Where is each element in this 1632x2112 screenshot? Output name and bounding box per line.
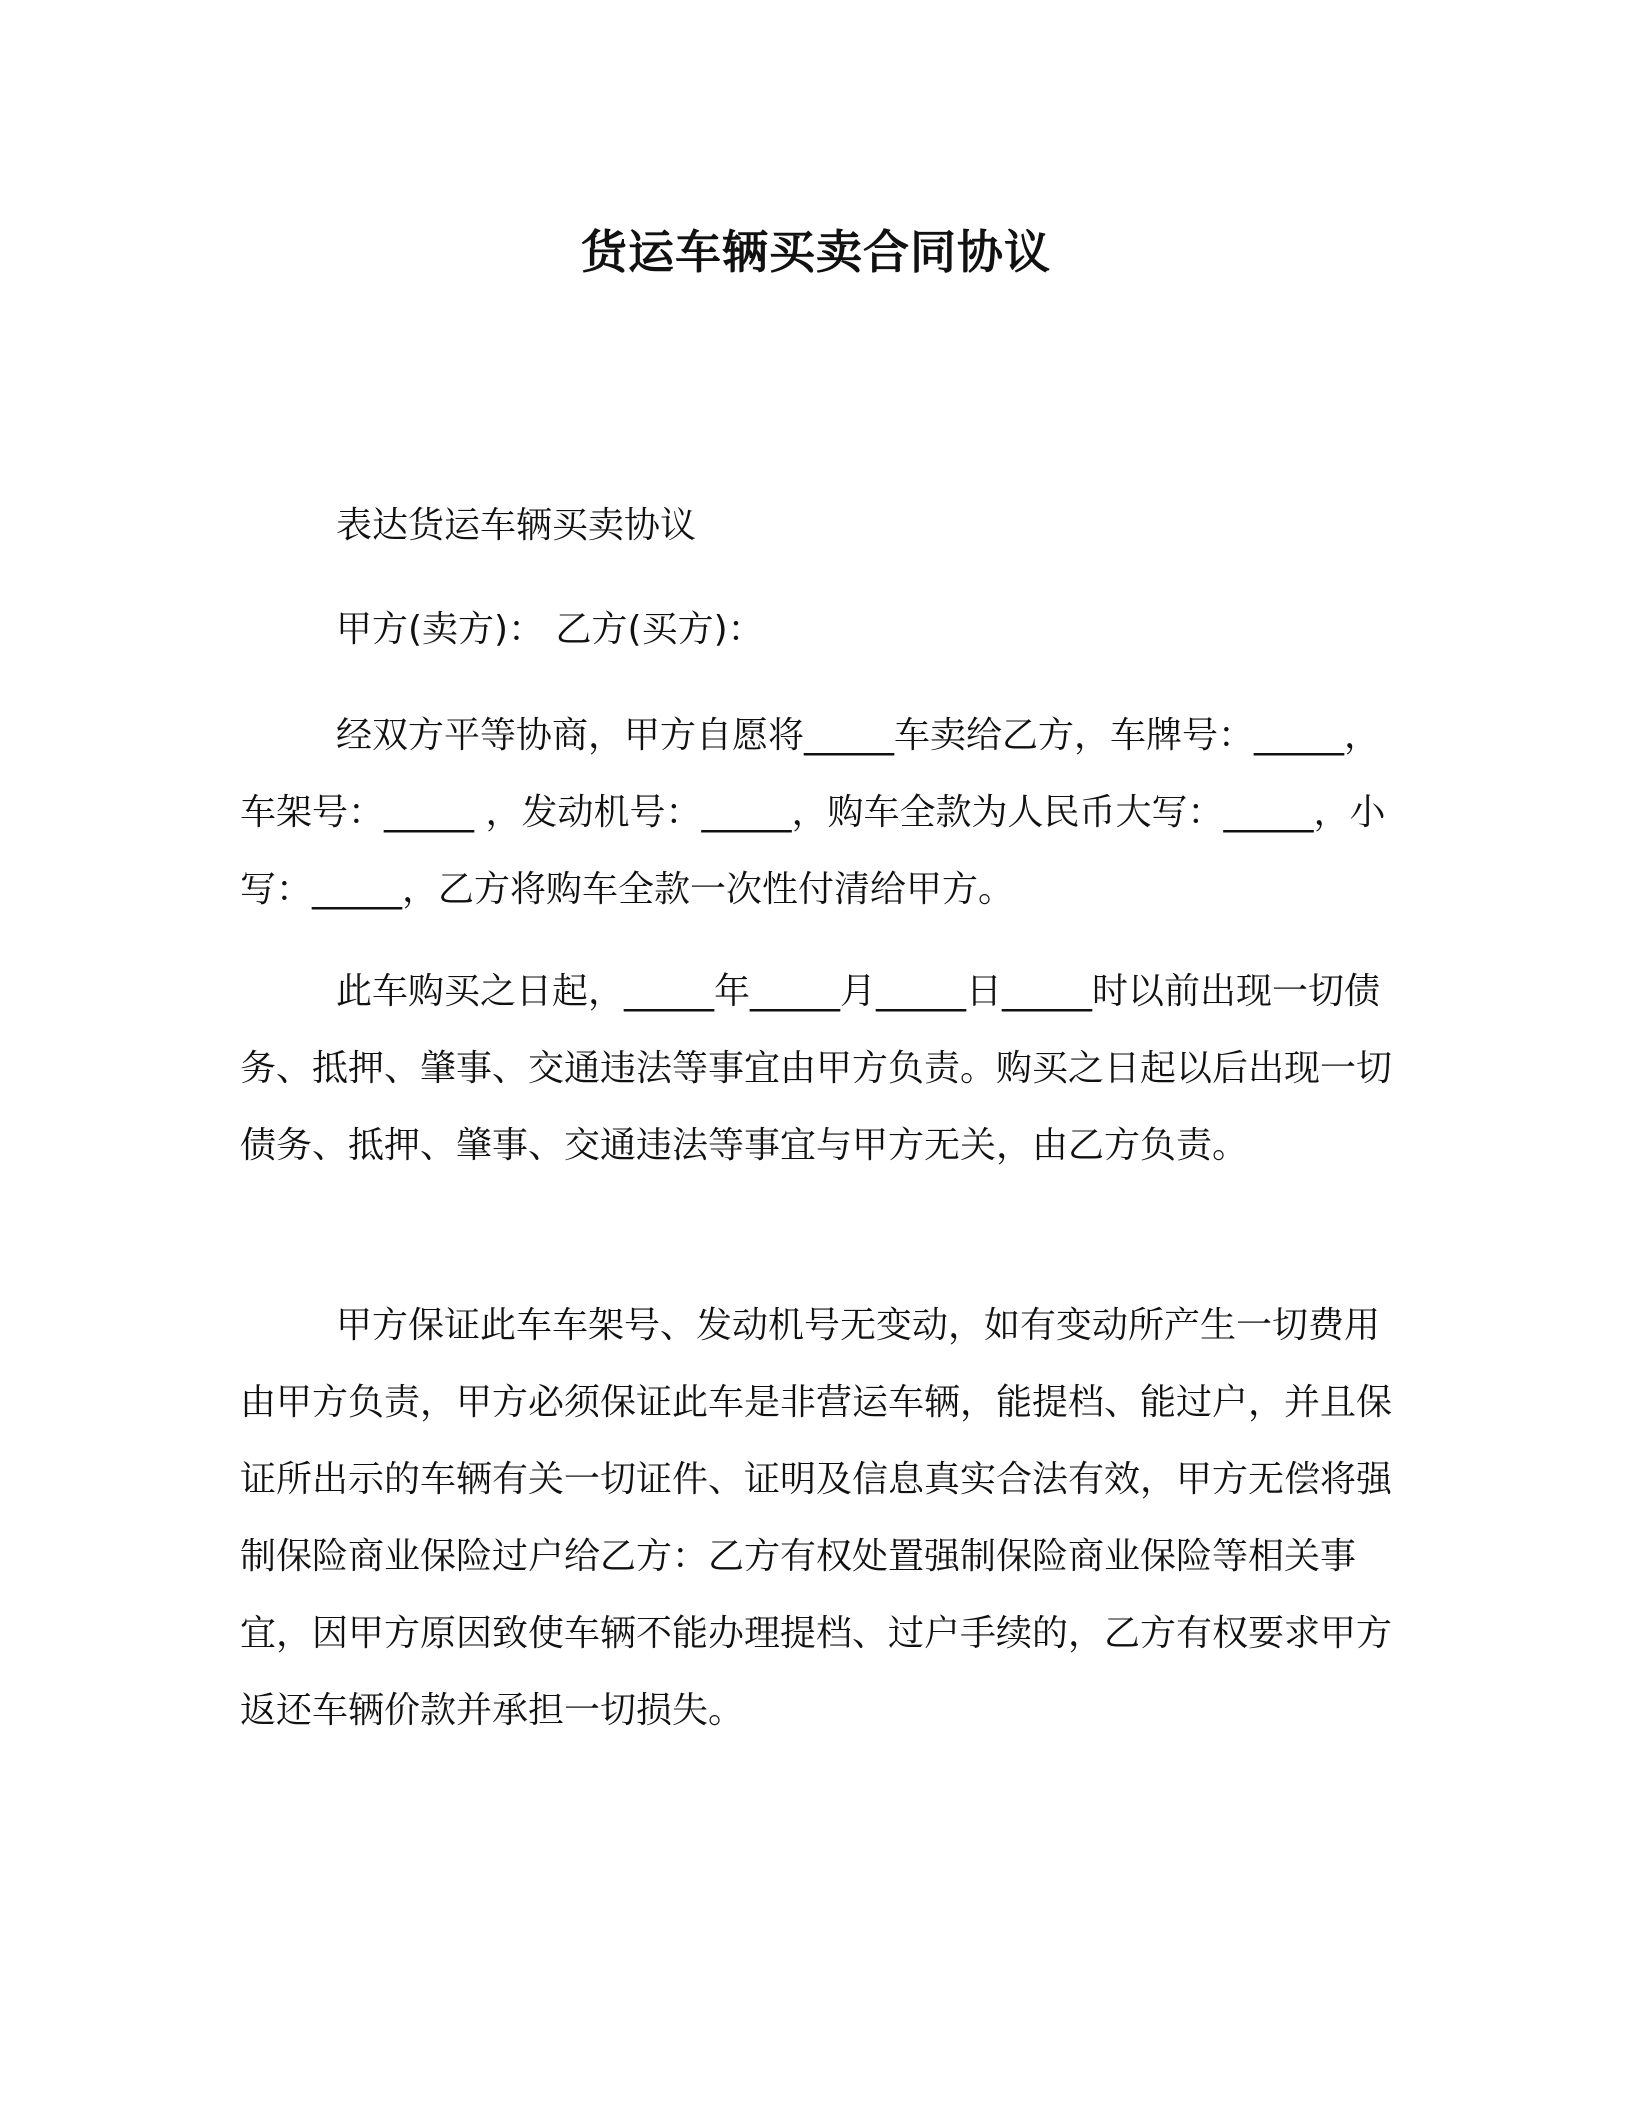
document-subtitle: 表达货运车辆买卖协议 xyxy=(336,505,697,546)
document-title: 货运车辆买卖合同协议 xyxy=(581,225,1051,279)
parties-line: 甲方(卖方)： 乙方(买方)： xyxy=(336,609,764,650)
clause-paragraph-1: 经双方平等协商，甲方自愿将_____车卖给乙方，车牌号：_____， 车架号：_____ ，发动机号：_____，购车全款为人民币大写：_____，小写：_____，乙方将购车全款一次性付清给甲方。 xyxy=(240,715,1386,910)
clause-paragraph-3: 甲方保证此车车架号、发动机号无变动，如有变动所产生一切费用由甲方负责，甲方必须保证此车是非营运车辆，能提档、能过户，并且保证所出示的车辆有关一切证件、证明及信息真实合法有效，甲方无偿将强制保险商业保险过户给乙方：乙方有权处置强制保险商业保险等相关事宜，因甲方原因致使车辆不能办理提档、过户手续的，乙方有权要求甲方返还车辆价款并承担一切损失。 xyxy=(240,1305,1393,1731)
clause-paragraph-2: 此车购买之日起，_____年_____月_____日_____时以前出现一切债务、抵押、肇事、交通违法等事宜由甲方负责。购买之日起以后出现一切债务、抵押、肇事、交通违法等事宜与甲方无关，由乙方负责。 xyxy=(240,971,1393,1166)
